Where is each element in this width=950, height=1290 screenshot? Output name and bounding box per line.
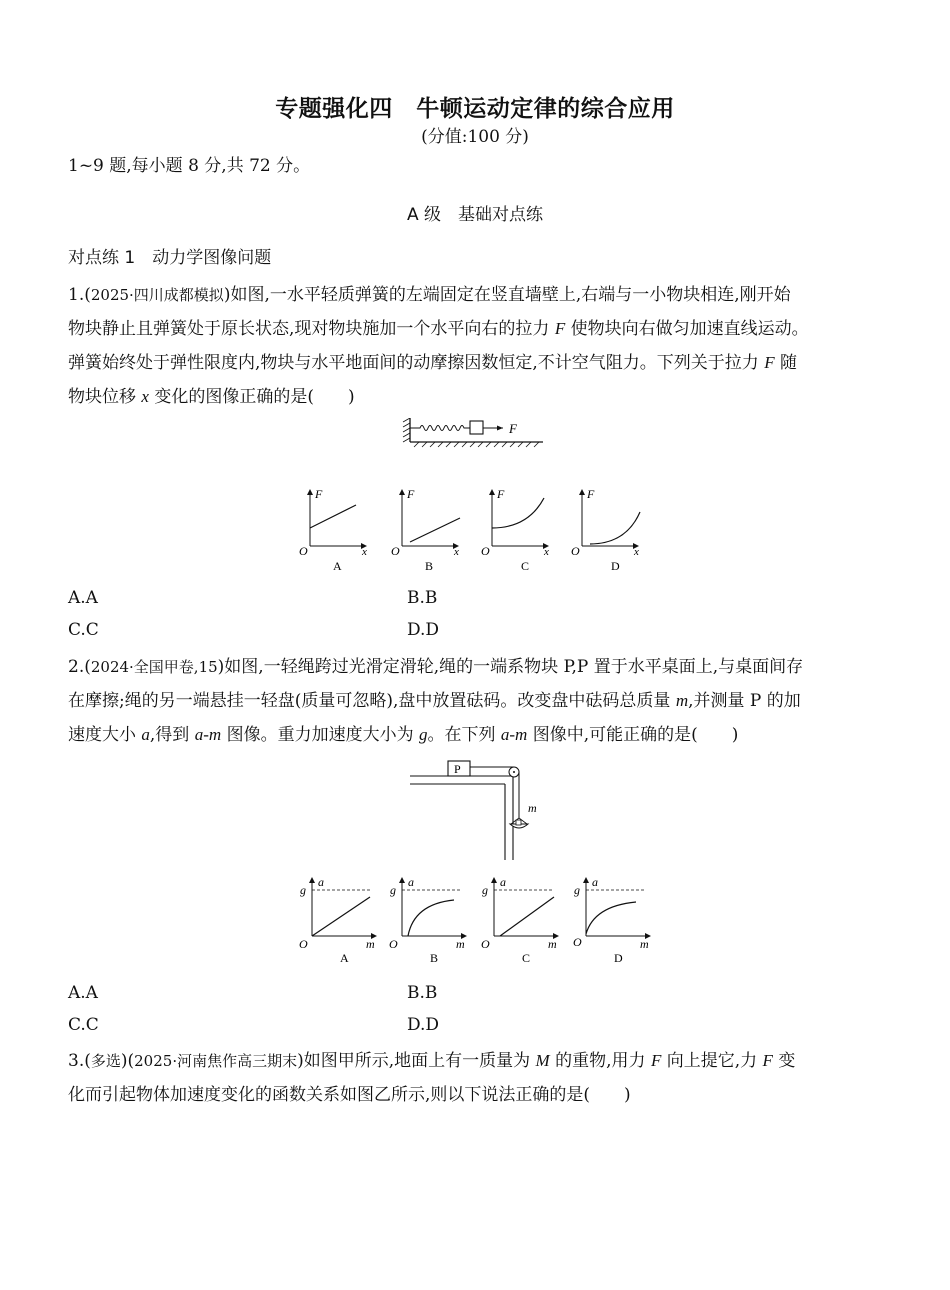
svg-text:x: x (362, 546, 367, 558)
q2-graph-b (389, 875, 466, 965)
pulley-table-figure (410, 758, 550, 862)
level-heading: A 级 基础对点练 (406, 205, 544, 225)
spring-block-figure (400, 418, 550, 448)
svg-text:O: O (481, 544, 490, 558)
q1-option-a[interactable]: A.A (68, 588, 98, 608)
svg-text:m: m (456, 937, 465, 951)
svg-text:x: x (544, 546, 549, 558)
svg-text:O: O (391, 544, 400, 558)
svg-text:m: m (366, 937, 375, 951)
svg-text:O: O (299, 937, 308, 951)
svg-text:F: F (497, 487, 505, 501)
svg-text:x: x (454, 546, 459, 558)
score-note: (分值:100 分) (421, 127, 529, 147)
svg-text:x: x (634, 546, 639, 558)
question-1: 1.(2025·四川成都模拟)如图,一水平轻质弹簧的左端固定在竖直墙壁上,右端与一小物块相连,刚开始 物块静止且弹簧处于原长状态,现对物块施加一个水平向右的拉力 F 使物块向右做匀加速直线运动。 弹簧始终处于弹性限度内,物块与水平地面间的动摩擦因数恒定,不计空气阻力。下列关于拉力 F 随 物块位移 x 变化的图像正确的是( ) (68, 285, 809, 407)
svg-text:g: g (482, 883, 488, 897)
svg-text:O: O (573, 935, 582, 949)
q2-graph-label-c: C (522, 951, 531, 965)
svg-text:a: a (408, 875, 414, 889)
q2-graph-label-d: D (614, 951, 623, 965)
svg-text:O: O (299, 544, 308, 558)
q1-graph-set (292, 484, 652, 576)
q2-option-b[interactable]: B.B (407, 983, 438, 1003)
q2-option-c[interactable]: C.C (68, 1015, 99, 1035)
q2-graph-c (481, 875, 558, 965)
q2-graph-set (290, 874, 660, 968)
svg-text:F: F (407, 487, 415, 501)
graph-label-a: A (333, 559, 342, 573)
q2-graph-label-b: B (430, 951, 439, 965)
svg-text:a: a (500, 875, 506, 889)
graph-label-d: D (611, 559, 620, 573)
force-label: F (509, 421, 517, 436)
q2-graph-d (573, 875, 650, 965)
svg-text:a: a (318, 875, 324, 889)
svg-text:O: O (389, 937, 398, 951)
svg-text:m: m (640, 937, 649, 951)
svg-text:m: m (548, 937, 557, 951)
svg-text:a: a (592, 875, 598, 889)
svg-text:g: g (300, 883, 306, 897)
q1-option-b[interactable]: B.B (407, 588, 438, 608)
question-3: 3.(多选)(2025·河南焦作高三期末)如图甲所示,地面上有一质量为 M 的重物,用力 F 向上提它,力 F 变 化而引起物体加速度变化的函数关系如图乙所示,则以下说法正确的是( ) (68, 1051, 796, 1105)
question-2: 2.(2024·全国甲卷,15)如图,一轻绳跨过光滑定滑轮,绳的一端系物块 P,P 置于水平桌面上,与桌面间存 在摩擦;绳的另一端悬挂一轻盘(质量可忽略),盘中放置砝码。改变盘中砝码总质量 m,并测量 P 的加 速度大小 a,得到 a-m 图像。重力加速度大小为 g。在下列 a-m 图像中,可能正确的是( ) (68, 657, 804, 745)
q2-graph-a (299, 875, 376, 965)
block-p-label: P (454, 762, 461, 776)
q1-option-c[interactable]: C.C (68, 620, 99, 640)
q2-option-d[interactable]: D.D (407, 1015, 440, 1035)
section-heading: 对点练 1 动力学图像问题 (68, 248, 272, 268)
svg-text:g: g (574, 883, 580, 897)
q1-graph-c (481, 487, 549, 573)
q1-graph-a (299, 487, 367, 573)
svg-text:F: F (315, 487, 323, 501)
q1-graph-d (571, 487, 640, 573)
q2-option-a[interactable]: A.A (68, 983, 98, 1003)
svg-text:O: O (571, 544, 580, 558)
page-title: 专题强化四 牛顿运动定律的综合应用 (275, 96, 675, 122)
graph-label-b: B (425, 559, 434, 573)
svg-text:g: g (390, 883, 396, 897)
q2-graph-label-a: A (340, 951, 349, 965)
graph-label-c: C (521, 559, 530, 573)
q1-option-d[interactable]: D.D (407, 620, 440, 640)
q1-graph-b (391, 487, 460, 573)
svg-text:O: O (481, 937, 490, 951)
svg-text:F: F (587, 487, 595, 501)
mass-label: m (528, 801, 537, 815)
instructions: 1~9 题,每小题 8 分,共 72 分。 (68, 156, 311, 176)
